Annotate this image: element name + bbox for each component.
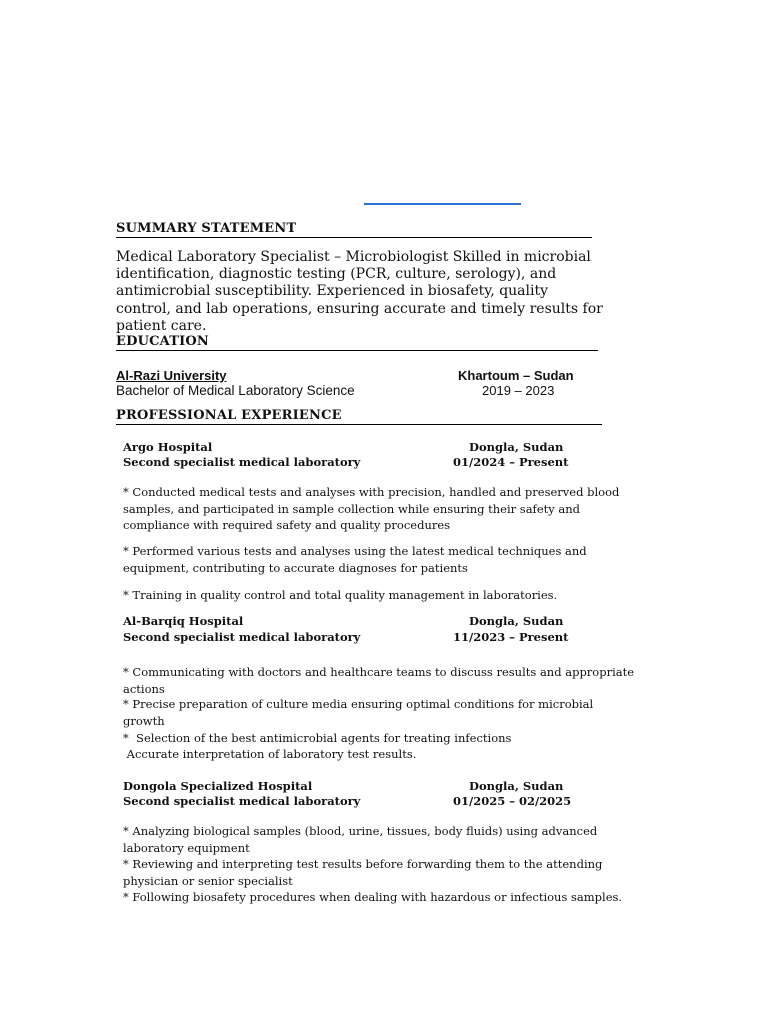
job-employer: Al-Barqiq Hospital [123, 614, 244, 628]
job-title: Second specialist medical laboratory [123, 630, 361, 644]
job-bullet: Accurate interpretation of laboratory test results. [123, 747, 417, 761]
degree-title: Bachelor of Medical Laboratory Science [116, 383, 355, 398]
university-location: Khartoum – Sudan [458, 368, 574, 383]
education-heading: EDUCATION [116, 334, 598, 351]
job-dates: 01/2025 – 02/2025 [453, 794, 572, 808]
job-bullet: * Following biosafety procedures when dealing with hazardous or infectious samples. [123, 890, 623, 904]
job-location: Dongla, Sudan [469, 779, 564, 793]
job-bullet: * Performed various tests and analyses using the latest medical techniques and equipment, contributing to accurate diagnoses for patients [123, 544, 587, 575]
job-dates: 01/2024 – Present [453, 455, 569, 469]
job-employer: Dongola Specialized Hospital [123, 779, 313, 793]
job-bullet: * Communicating with doctors and healthcare teams to discuss results and appropriate actions [123, 665, 635, 696]
job-bullet: * Precise preparation of culture media ensuring optimal conditions for microbial growth [123, 697, 594, 728]
job-dates: 11/2023 – Present [453, 630, 569, 644]
job-title: Second specialist medical laboratory [123, 794, 361, 808]
hyperlink-underline[interactable] [364, 203, 521, 205]
summary-heading: SUMMARY STATEMENT [116, 221, 592, 238]
job-bullet: * Conducted medical tests and analyses with precision, handled and preserved blood samples, and participated in sample collection while ensuring their safety and compliance with required safety and quality procedures [123, 485, 620, 532]
job-bullet: * Reviewing and interpreting test results before forwarding them to the attending physician or senior specialist [123, 857, 603, 888]
job-bullet: * Training in quality control and total quality management in laboratories. [123, 588, 558, 602]
job-location: Dongla, Sudan [469, 440, 564, 454]
job-title: Second specialist medical laboratory [123, 455, 361, 469]
summary-text: Medical Laboratory Specialist – Microbiologist Skilled in microbial identification, diagnostic testing (PCR, culture, serology), and antimicrobial susceptibility. Experienced in biosafety, quality control, and lab operations, ensuring accurate and timely results for patient care. [116, 249, 603, 334]
university-name: Al-Razi University [116, 368, 227, 383]
experience-heading: PROFESSIONAL EXPERIENCE [116, 408, 602, 425]
job-employer: Argo Hospital [123, 440, 213, 454]
job-bullet: * Selection of the best antimicrobial agents for treating infections [123, 731, 512, 745]
job-bullet: * Analyzing biological samples (blood, urine, tissues, body fluids) using advanced laboratory equipment [123, 824, 598, 855]
education-years: 2019 – 2023 [482, 383, 555, 398]
job-location: Dongla, Sudan [469, 614, 564, 628]
